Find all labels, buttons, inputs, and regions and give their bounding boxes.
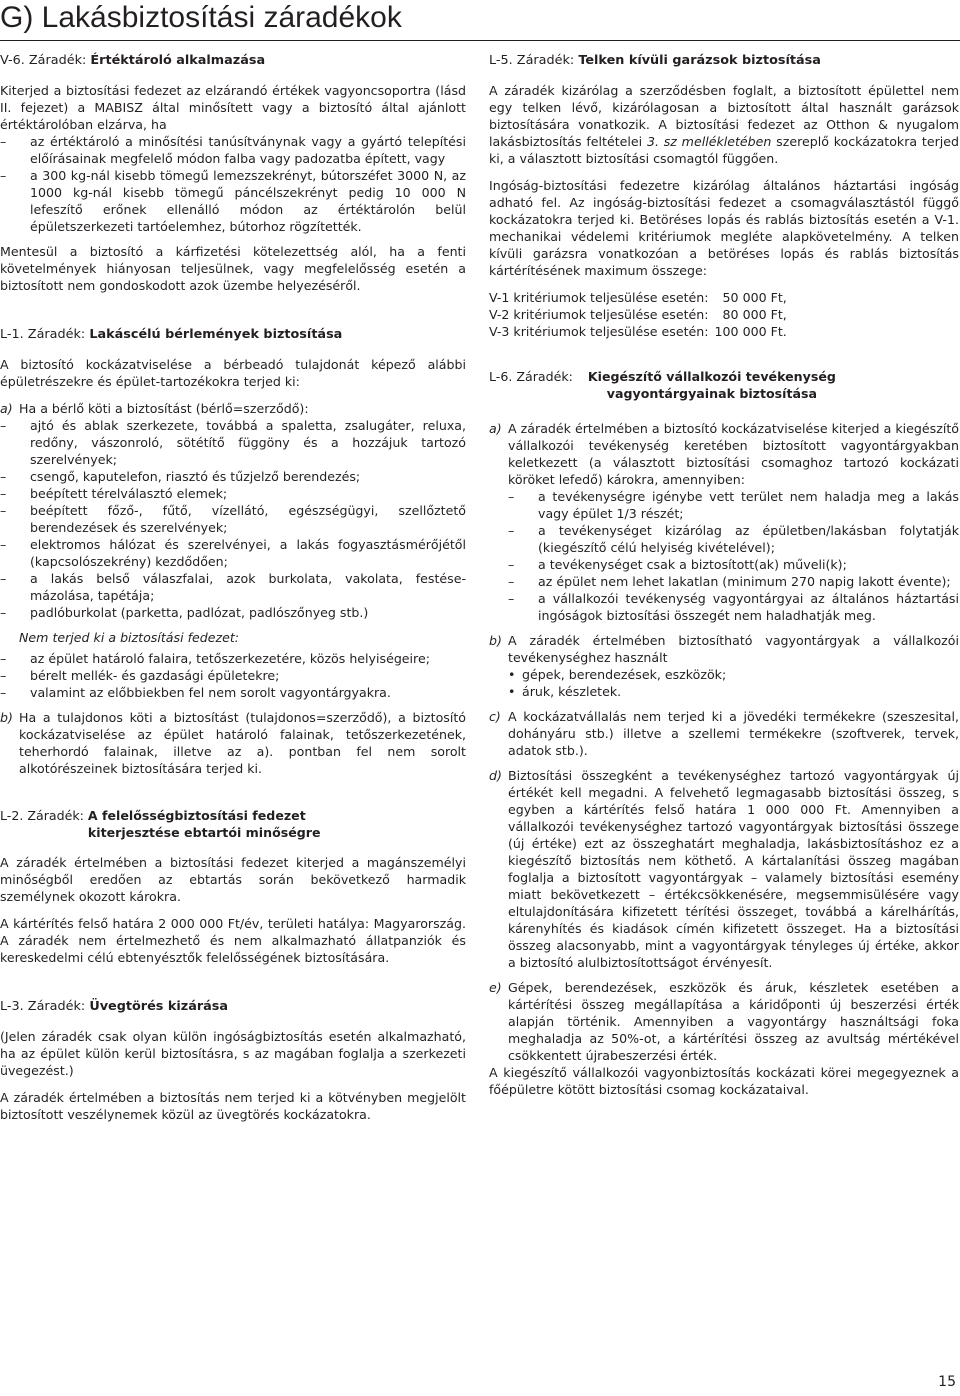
list-item: – beépített főző-, fűtő, vízellátó, egészségügyi, szellőztető berendezések és szerelvények; <box>0 502 466 536</box>
clause-l6 <box>489 368 959 1098</box>
clause-l1-title: Lakáscélú bérlemények biztosítása <box>89 327 343 342</box>
list-item: – csengő, kaputelefon, riasztó és tűzjelző berendezés; <box>0 468 466 485</box>
clause-v6-exemption: Mentesül a biztosító a kárfizetési kötelezettség alól, ha a fenti követelmények hiányosan teljesülnek, vagy megfelelősség esetén a biztosított nem gondoskodott azok üzembe helyezéséről. <box>0 244 466 293</box>
clause-l1-heading: L-1. Záradék: Lakáscélú bérlemények biztosítása <box>0 327 343 342</box>
list-item: – a 300 kg-nál kisebb tömegű lemezszekrényt, bútorszéfet 3000 N, az 1000 kg-nál kisebb tömegű páncélszekrényt pedig 10 000 N lefeszítő erőnek ellenálló módon az értéktárolón belül épületszerkezeti tartóelemhez, bútorhoz rögzítették. <box>0 167 466 235</box>
clause-l3 <box>0 998 466 1123</box>
list-item: – a tevékenységet csak a biztosított(ak) műveli(k); <box>508 556 959 573</box>
clause-v6-heading: V-6. Záradék: Értéktároló alkalmazása <box>0 53 266 68</box>
right-column <box>489 52 959 1108</box>
clause-l2-p1: A záradék értelmében a biztosítási fedezet kiterjed a magánszemélyi minőségből eredően az ebtartás során bekövetkező harmadik személynek okozott károkra. <box>0 855 466 904</box>
clause-l5 <box>489 52 959 340</box>
clause-l1-a-list <box>0 417 466 621</box>
clause-l3-p2: A záradék értelmében a biztosítás nem terjed ki a kötvényben megjelölt biztosított veszélynemek közül az üvegtörés kockázatokra. <box>0 1090 466 1122</box>
clause-l2-heading: L-2. Záradék: A felelősségbiztosítási fedezet kiterjesztése ebtartói minőségre <box>0 807 466 841</box>
clause-l2-title: A felelősségbiztosítási fedezet kiterjesztése ebtartói minőségre <box>87 808 321 840</box>
clause-l6-a: a) A záradék értelmében a biztosító kockázatviselése kiterjed a kiegészítő vállalkozói tevékenység keretében biztosított vagyontárgyakban keletkezett (a választott biztosítási csomaghoz tartozó kockázati köröket lefedő) károkra, amennyiben: <box>489 421 959 487</box>
list-item: • áruk, készletek. <box>508 683 959 700</box>
page-title: G) Lakásbiztosítási záradékok <box>0 1 402 34</box>
clause-l2 <box>0 807 466 966</box>
clause-l6-c: c) A kockázatvállalás nem terjed ki a jövedéki termékekre (szeszesital, dohányáru stb.) illetve a szellemi termékekre (szoftverek, tervek, adatok stb.). <box>489 709 959 758</box>
clause-v6-intro: Kiterjed a biztosítási fedezet az elzárandó értékek vagyoncsoportra (lásd II. fejezet) a MABISZ által minősített vagy a biztosító által ajánlott értéktárolóban elzárva, ha <box>0 83 466 132</box>
clause-l1-b: b) Ha a tulajdonos köti a biztosítást (tulajdonos=szerződő), a biztosító kockázatviselése az épület határoló falainak, tetőszerkezetének, teherhordó falainak, illetve az a). pontban fel nem sorolt alkotórészeinek biztosítására terjed ki. <box>0 710 466 776</box>
clause-l6-d: d) Biztosítási összegként a tevékenységhez tartozó vagyontárgyak új értékét kell megadni. A felvehető legmagasabb biztosítási összeg, s egyben a kártérítés felső határa 1 000 000 Ft. Amennyiben a vállalkozói tevékenységhez tartozó vagyontárgyak biztosítási összege (új értéke) ezt az összeghatárt meghaladja, lakásbiztosításhoz ez a kiegészítő biztosítás nem köthető. A kártalanítási összeg magában foglalja a biztosított vagyontárgyak – valamely biztosítási esemény miatt bekövetkezett – értékcsökkenésére, megsemmisülésére vagy eltulajdonítására kifizetett térítési összeget, továbbá a kárelhárítás, kárenyhítés és kiadások címén kifizetett összeget. Ha a biztosítási összeg alacsonyabb, mint a vagyontárgyak tényleges új értéke, akkor a biztosító alulbiztosítottságot érvényesít. <box>489 768 959 970</box>
clause-v6 <box>0 52 466 294</box>
clause-l1-exclusion-title: Nem terjed ki a biztosítási fedezet: <box>19 630 240 645</box>
clause-l5-p2: Ingóság-biztosítási fedezetre kizárólag általános háztartási ingóság adható fel. Az ingóság-biztosítási fedezet a csomagválasztástól függő kockázatokra terjed ki. Betöréses lopás és rablás biztosítás esetén a V-1. mechanikai védelemi kritériumok megléte alapkövetelmény. A telken kívüli garázsra vonatkozóan a betöréses lopás és rablás biztosítás kártérítésének maximum összege: <box>489 178 959 278</box>
clause-l2-p2: A kártérítés felső határa 2 000 000 Ft/év, területi hatálya: Magyarország. A záradék nem értelmezhető és nem alkalmazható állatpanziók és kereskedelmi célú ebtenyésztők felelősségének biztosítására. <box>0 916 466 965</box>
clause-l6-e: e) Gépek, berendezések, eszközök és áruk, készletek esetében a kártérítési összeg megállapítása a káridőponti új beszerzési érték alapján történik. Amennyiben a vagyontárgy használtsági foka meghaladja az 50%-ot, a kártérítési összeg az avultság mértékével csökkentett újrabeszerzési érték. <box>489 980 959 1063</box>
clause-v6-title: Értéktároló alkalmazása <box>90 53 266 68</box>
clause-l1-a: a) Ha a bérlő köti a biztosítást (bérlő=szerződő): <box>0 401 309 416</box>
list-item: • gépek, berendezések, eszközök; <box>508 666 959 683</box>
title-rule <box>0 40 960 41</box>
clause-l6-closing: A kiegészítő vállalkozói vagyonbiztosítás kockázati körei megegyeznek a főépületre kötött biztosítási csomag kockázataival. <box>489 1065 959 1097</box>
clause-l6-b: b) A záradék értelmében biztosítható vagyontárgyak a vállalkozói tevékenységhez használt • gépek, berendezések, eszközök; • áruk, készletek. <box>489 632 959 700</box>
list-item: – a vállalkozói tevékenység vagyontárgyai az általános háztartási ingóságok biztosítási összegét nem haladhatják meg. <box>508 590 959 624</box>
clause-l5-limits <box>489 289 787 340</box>
clause-l5-p1: A záradék kizárólag a szerződésben foglalt, a biztosított épülettel nem egy telken lévő, kizárólagosan a biztosított által használt garázsok biztosítására vonatkozik. A biztosítási fedezet az Otthon & nyugalom lakásbiztosítás feltételei 3. sz mellékletében szereplő kockázatokra terjed ki, a választott biztosítási csomagtól függően. <box>489 83 959 166</box>
list-item: – a lakás belső válaszfalai, azok burkolata, vakolata, festése-mázolása, tapétája; <box>0 570 466 604</box>
clause-l6-title: Kiegészítő vállalkozói tevékenység vagyontárgyainak biztosítása <box>587 369 836 401</box>
clause-l6-a-list <box>508 488 959 624</box>
clause-l5-heading: L-5. Záradék: Telken kívüli garázsok biztosítása <box>489 53 821 68</box>
clause-l1 <box>0 326 466 777</box>
table-row: V-1 kritériumok teljesülése esetén: 50 000 Ft, <box>489 290 787 305</box>
table-row: V-3 kritériumok teljesülése esetén: 100 000 Ft. <box>489 324 787 339</box>
list-item: – a tevékenységre igénybe vett terület nem haladja meg a lakás vagy épület 1/3 részét; <box>508 488 959 522</box>
list-item: – bérelt mellék- és gazdasági épületekre; <box>0 667 466 684</box>
clause-l3-p1: (Jelen záradék csak olyan külön ingóságbiztosítás esetén alkalmazható, ha az épület külön kerül biztosításra, s az magában foglalja a szerkezeti üvegezést.) <box>0 1029 466 1078</box>
clause-l5-title: Telken kívüli garázsok biztosítása <box>578 53 821 68</box>
list-item: – a tevékenységet kizárólag az épületben/lakásban folytatják (kiegészítő célú helyiség kivételével); <box>508 522 959 556</box>
clause-l3-title: Üvegtörés kizárása <box>89 999 229 1014</box>
list-item: – az épület nem lehet lakatlan (minimum 270 napig lakott évente); <box>508 573 959 590</box>
clause-l6-heading: L-6. Záradék: Kiegészítő vállalkozói tevékenység vagyontárgyainak biztosítása <box>489 368 959 402</box>
left-column <box>0 52 466 1133</box>
table-row: V-2 kritériumok teljesülése esetén: 80 000 Ft, <box>489 307 787 322</box>
list-item: – beépített térelválasztó elemek; <box>0 485 466 502</box>
clause-l3-heading: L-3. Záradék: Üvegtörés kizárása <box>0 999 229 1014</box>
list-item: – valamint az előbbiekben fel nem sorolt vagyontárgyakra. <box>0 684 466 701</box>
page-number: 15 <box>938 1374 956 1390</box>
clause-v6-conditions <box>0 133 466 235</box>
list-item: – az épület határoló falaira, tetőszerkezetére, közös helyiségeire; <box>0 650 466 667</box>
clause-l6-b-list <box>508 666 959 700</box>
list-item: – az értéktároló a minősítési tanúsítványnak vagy a gyártó telepítési előírásainak megfelelő módon falba vagy padozatba épített, vagy <box>0 133 466 167</box>
clause-l1-intro: A biztosító kockázatviselése a bérbeadó tulajdonát képező alábbi épületrészekre és épület-tartozékokra terjed ki: <box>0 357 466 389</box>
list-item: – elektromos hálózat és szerelvényei, a lakás fogyasztásmérőjétől (kapcsolószekrény) kezdődően; <box>0 536 466 570</box>
clause-l1-exclusion-list <box>0 650 466 701</box>
list-item: – padlóburkolat (parketta, padlózat, padlószőnyeg stb.) <box>0 604 466 621</box>
list-item: – ajtó és ablak szerkezete, továbbá a spaletta, zsalugáter, reluxa, redőny, vászonroló, sötétítő függöny és a hozzájuk tartozó szerelvények; <box>0 417 466 468</box>
